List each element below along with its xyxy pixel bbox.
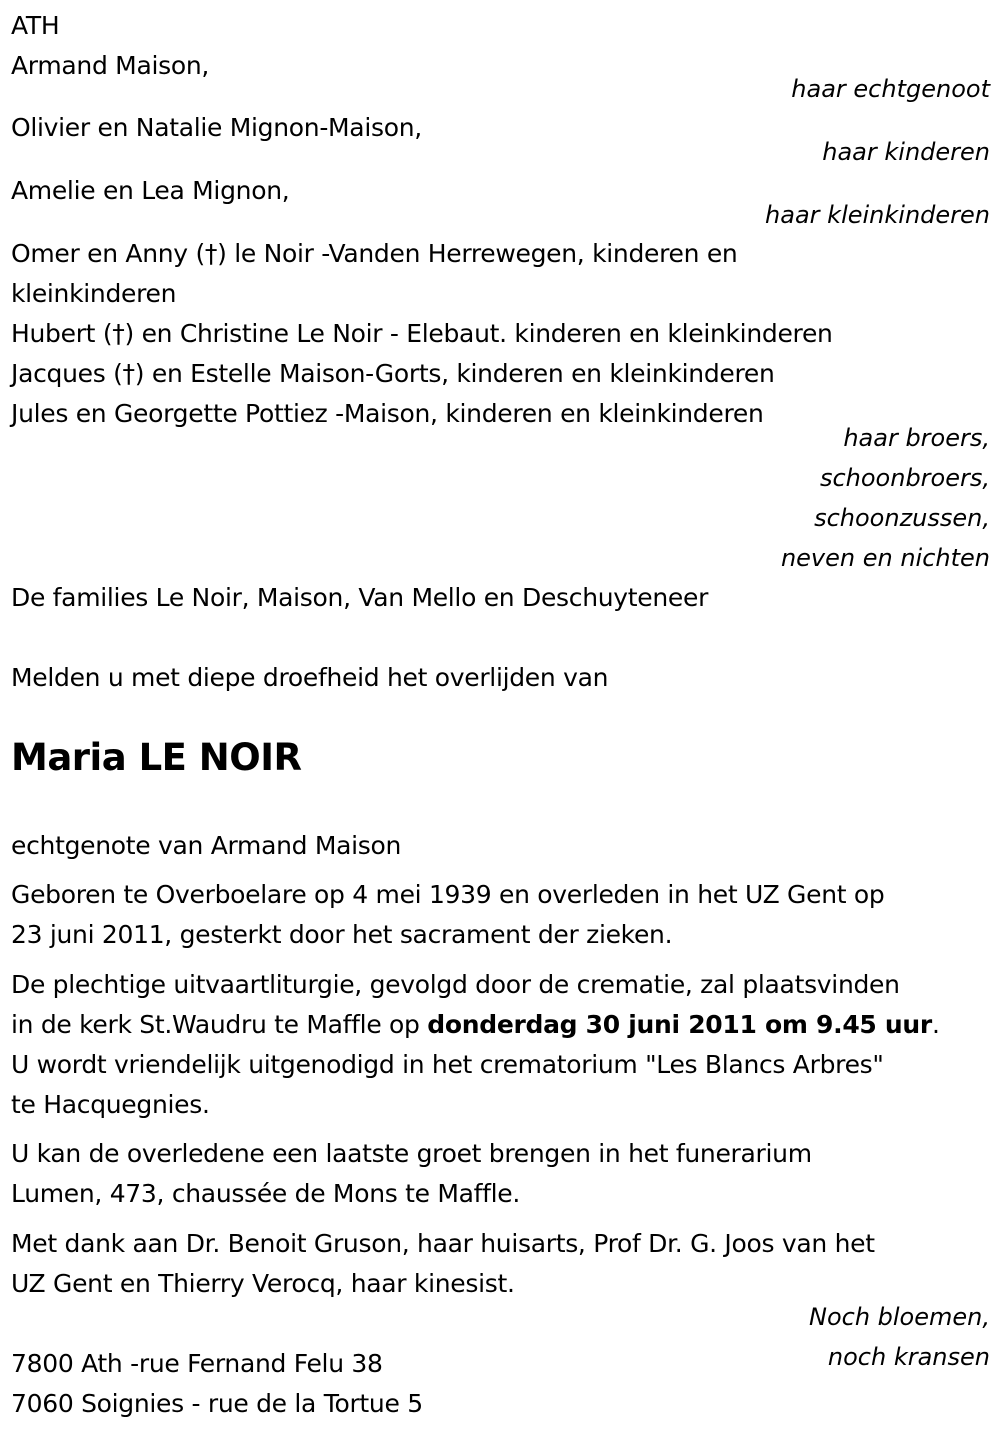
paragraph-line: U kan de overledene een laatste groet brengen in het funerarium (11, 1139, 812, 1168)
siblings-relation-line: neven en nichten (780, 544, 990, 572)
paragraph-line: U wordt vriendelijk uitgenodigd in het crematorium "Les Blancs Arbres" (11, 1050, 884, 1079)
paragraph-line: 23 juni 2011, gesterkt door het sacrament der zieken. (11, 920, 673, 949)
paragraph-line: Met dank aan Dr. Benoit Gruson, haar huisarts, Prof Dr. G. Joos van het (11, 1229, 875, 1258)
sibling-line: Omer en Anny (†) le Noir -Vanden Herrewegen, kinderen en (11, 239, 738, 268)
sibling-line: kleinkinderen (11, 279, 177, 308)
city-heading: ATH (11, 11, 60, 40)
address-line: 7060 Soignies - rue de la Tortue 5 (11, 1389, 423, 1418)
spouse-name: Armand Maison, (11, 51, 210, 80)
announcement-intro: Melden u met diepe droefheid het overlijden van (11, 663, 609, 692)
children-names: Olivier en Natalie Mignon-Maison, (11, 113, 422, 142)
no-flowers-line: noch kransen (827, 1343, 990, 1371)
ceremony-location-text: in de kerk St.Waudru te Maffle op (11, 1010, 428, 1039)
siblings-relation-line: schoonbroers, (819, 464, 990, 492)
deceased-name: Maria LE NOIR (11, 736, 302, 779)
spouse-relation: haar echtgenoot (791, 75, 990, 103)
children-relation: haar kinderen (822, 138, 990, 166)
sibling-line: Jacques (†) en Estelle Maison-Gorts, kinderen en kleinkinderen (11, 359, 775, 388)
paragraph-line: UZ Gent en Thierry Verocq, haar kinesist. (11, 1269, 515, 1298)
paragraph-line (11, 1005, 940, 1045)
paragraph-line: Lumen, 473, chaussée de Mons te Maffle. (11, 1179, 521, 1208)
no-flowers-line: Noch bloemen, (808, 1303, 990, 1331)
sibling-line: Hubert (†) en Christine Le Noir - Elebaut. kinderen en kleinkinderen (11, 319, 833, 348)
ceremony-date-time: donderdag 30 juni 2011 om 9.45 uur (427, 1010, 932, 1039)
siblings-relation-line: schoonzussen, (814, 504, 990, 532)
siblings-relation-line: haar broers, (843, 424, 990, 452)
punctuation: . (931, 1010, 940, 1039)
grandchildren-names: Amelie en Lea Mignon, (11, 176, 290, 205)
sibling-line: Jules en Georgette Pottiez -Maison, kinderen en kleinkinderen (11, 399, 764, 428)
grandchildren-relation: haar kleinkinderen (765, 201, 990, 229)
paragraph-line: Geboren te Overboelare op 4 mei 1939 en overleden in het UZ Gent op (11, 880, 885, 909)
families-line: De families Le Noir, Maison, Van Mello en Deschuyteneer (11, 583, 709, 612)
paragraph-line: De plechtige uitvaartliturgie, gevolgd door de crematie, zal plaatsvinden (11, 970, 900, 999)
spouse-of-line: echtgenote van Armand Maison (11, 831, 402, 860)
address-line: 7800 Ath -rue Fernand Felu 38 (11, 1349, 383, 1378)
paragraph-line: te Hacquegnies. (11, 1090, 210, 1119)
